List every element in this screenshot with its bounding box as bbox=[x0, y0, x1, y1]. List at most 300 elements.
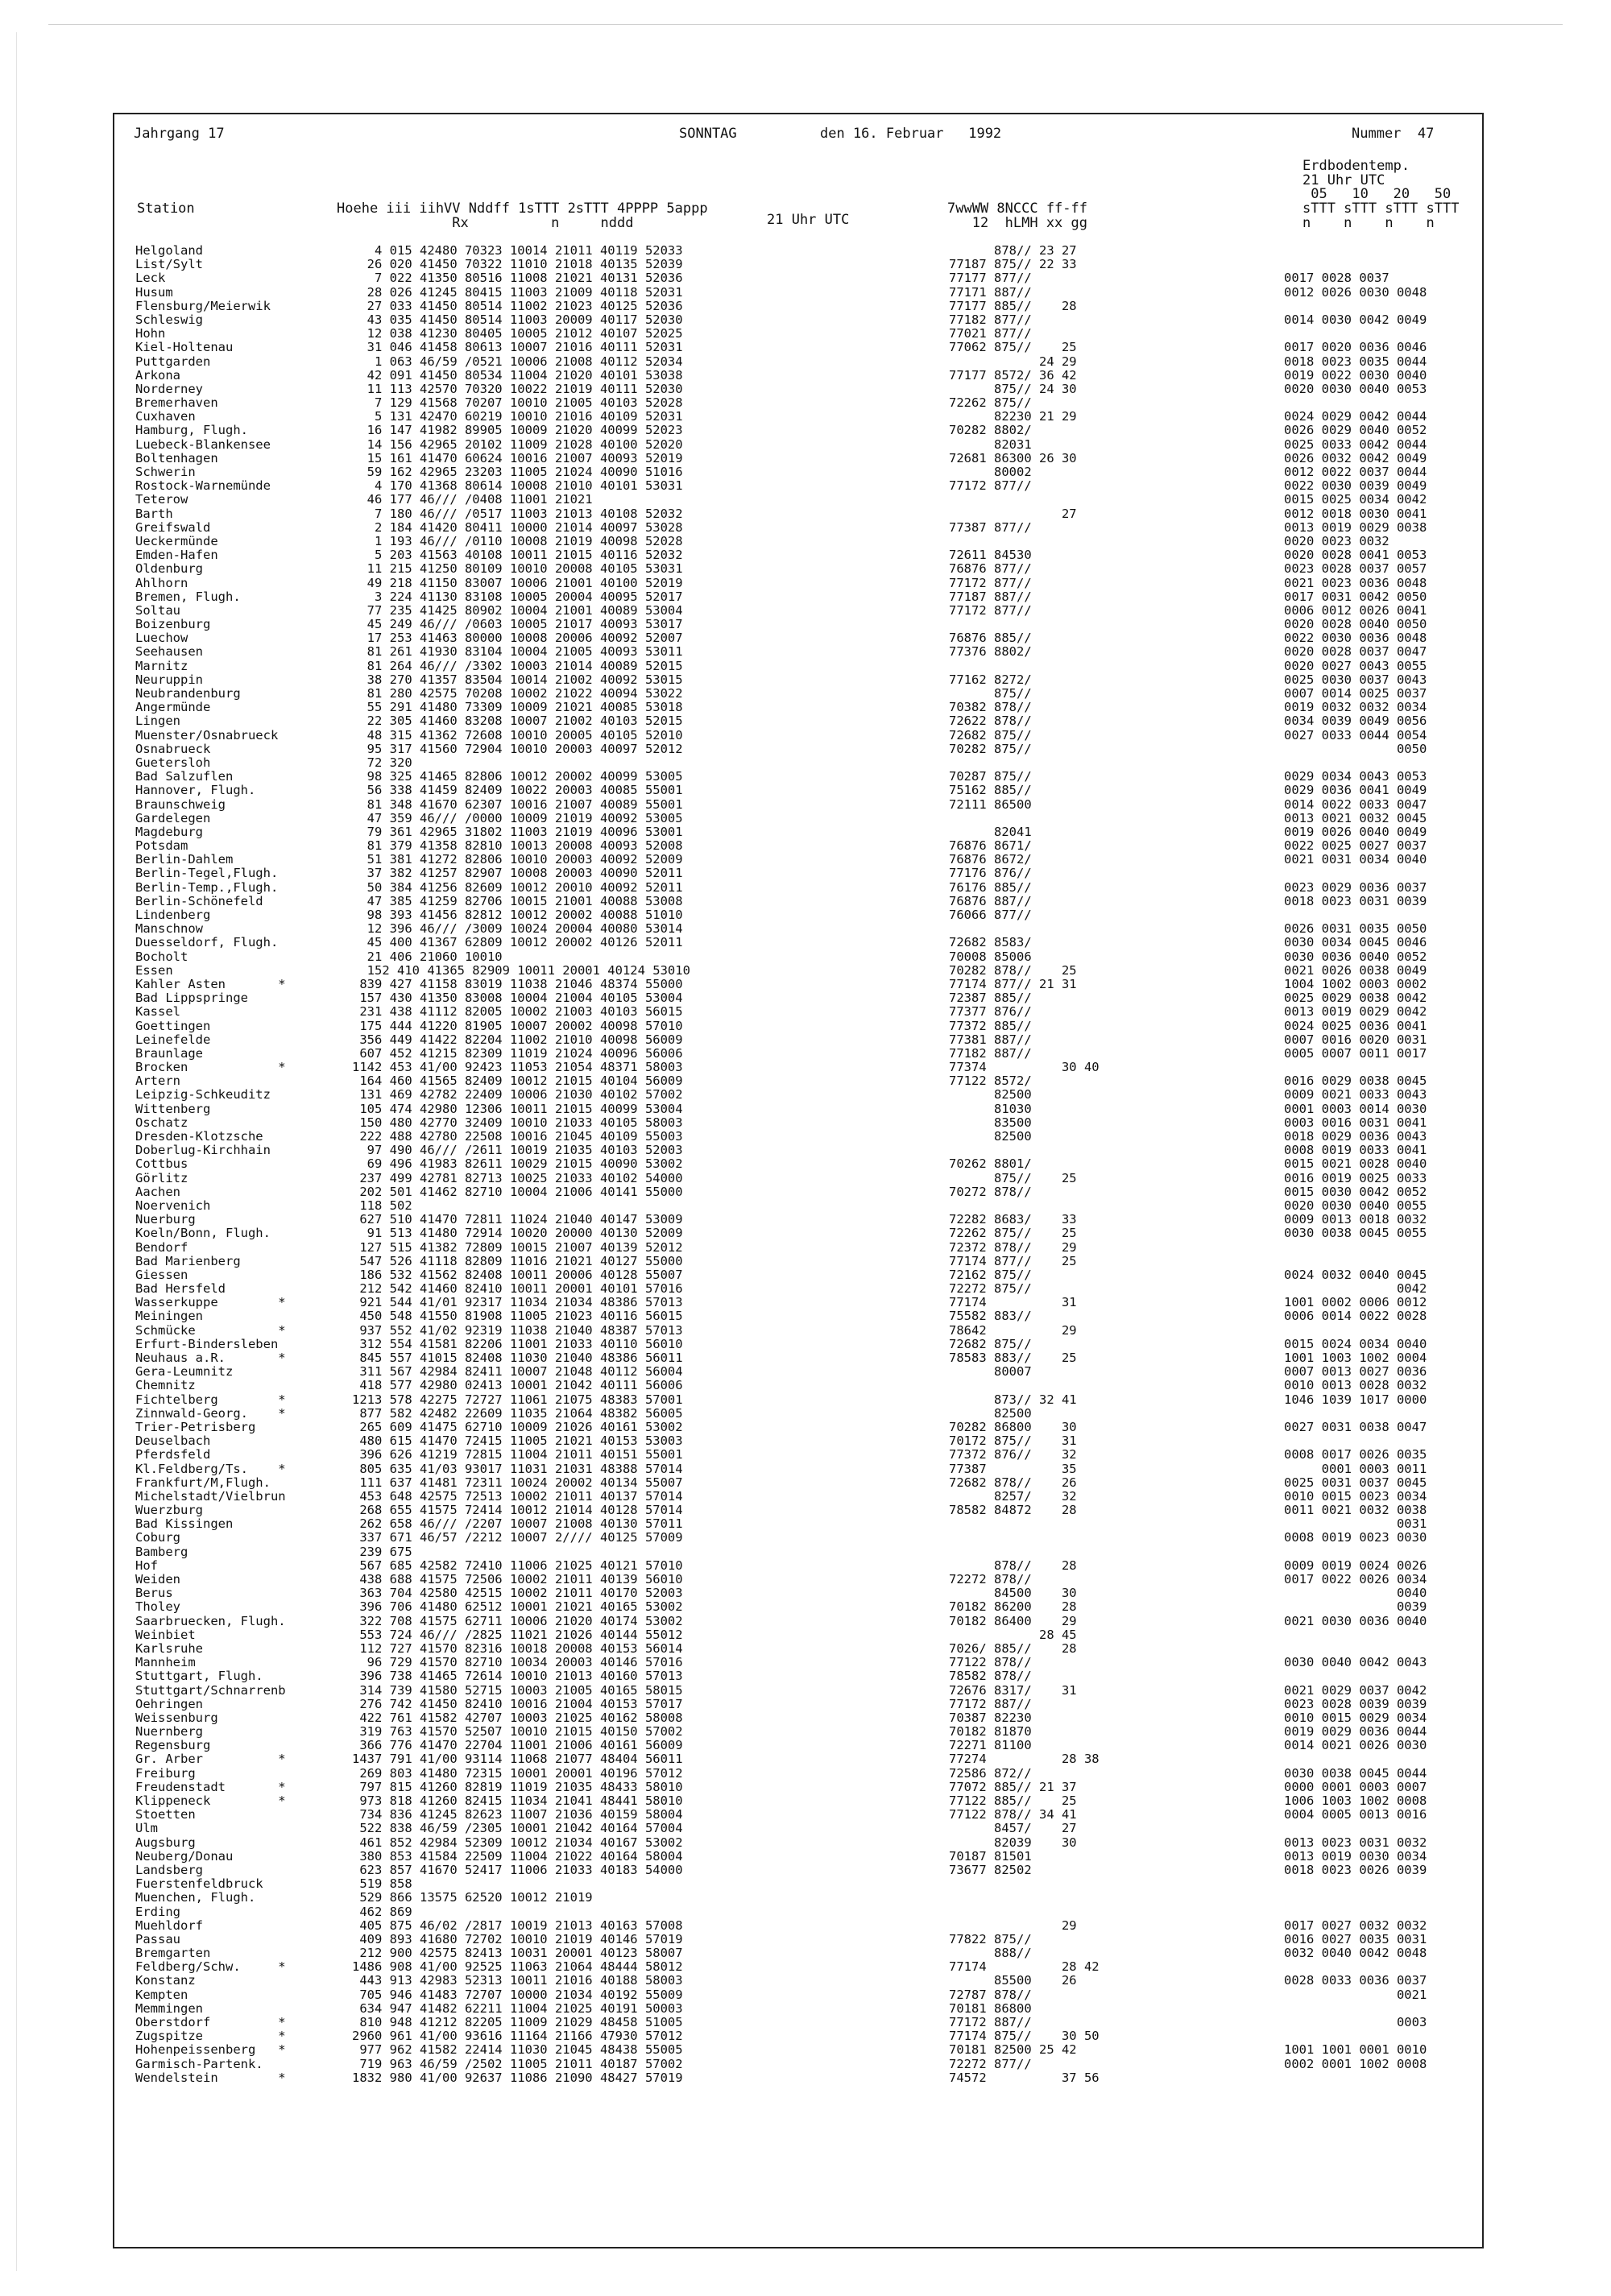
observation-row: 719 963 46/59 /2502 11005 21011 40187 57002 bbox=[352, 2056, 683, 2071]
soil-temp-row: 0013 0021 0032 0045 bbox=[1284, 810, 1427, 825]
group-row: 72262 875// 25 bbox=[949, 1226, 1077, 1241]
observation-row: 11 215 41250 80109 10010 20008 40105 53031 bbox=[352, 561, 683, 577]
soil-temp-row: 0003 0016 0031 0041 bbox=[1284, 1115, 1427, 1130]
observation-row: 977 962 41582 22414 11030 21045 48438 55005 bbox=[352, 2042, 683, 2058]
soil-temp-row: 0025 0029 0038 0042 bbox=[1284, 991, 1427, 1006]
soil-column-header: sTTT sTTT sTTT sTTT bbox=[1302, 201, 1460, 217]
station-name: Cottbus bbox=[135, 1156, 188, 1172]
soil-temp-row: 0019 0026 0040 0049 bbox=[1284, 824, 1427, 839]
observation-row: 28 026 41245 80415 11003 21009 40118 52031 bbox=[352, 284, 683, 300]
soil-temp-row: 0026 0031 0035 0050 bbox=[1284, 921, 1427, 937]
station-name: Berlin-Schönefeld bbox=[135, 893, 263, 908]
station-name: Landsberg bbox=[135, 1862, 203, 1877]
soil-temp-row: 0018 0029 0036 0043 bbox=[1284, 1129, 1427, 1144]
station-name: Rostock-Warnemünde bbox=[135, 478, 271, 494]
group-row: 72682 875// bbox=[949, 727, 1032, 743]
station-name: Potsdam bbox=[135, 838, 188, 854]
group-row bbox=[949, 1144, 1100, 1157]
soil-temp-row bbox=[1284, 908, 1427, 922]
soil-temp-row bbox=[1284, 2071, 1427, 2085]
observation-row: 56 338 41459 82409 10022 20003 40085 55001 bbox=[352, 783, 683, 798]
group-row: 7026/ 885// 28 bbox=[949, 1640, 1077, 1656]
station-name: Muenster/Osnabrueck bbox=[135, 727, 279, 743]
station-name: Osnabrueck bbox=[135, 741, 211, 756]
observation-row: 81 348 41670 62307 10016 21007 40089 55001 bbox=[352, 796, 683, 812]
observation-row: 239 675 bbox=[352, 1544, 412, 1559]
soil-temp-row: 0020 0023 0032 bbox=[1284, 533, 1389, 548]
observation-row: 42 091 41450 80534 11004 21020 40101 53038 bbox=[352, 367, 683, 383]
station-name: Bamberg bbox=[135, 1544, 188, 1559]
observation-row: 311 567 42984 82411 10007 21048 40112 56004 bbox=[352, 1364, 683, 1380]
observation-row: 12 396 46/// /3009 10024 20004 40080 53014 bbox=[352, 921, 683, 937]
soil-temp-row: 0014 0022 0033 0047 bbox=[1284, 796, 1427, 812]
group-row: 72282 8683/ 33 bbox=[949, 1212, 1077, 1227]
station-name: Stuttgart, Flugh. bbox=[135, 1669, 263, 1684]
soil-temp-row: 1001 0002 0006 0012 bbox=[1284, 1295, 1427, 1310]
group-row: 8257/ 32 bbox=[949, 1488, 1077, 1504]
group-row: 77174 875// 30 50 bbox=[949, 2029, 1100, 2044]
observation-row: 276 742 41450 82410 10016 21004 40153 57017 bbox=[352, 1696, 683, 1711]
station-name: Hohenpeissenberg * bbox=[135, 2042, 286, 2058]
group-row: 72111 86500 bbox=[949, 796, 1032, 812]
station-name: Duesseldorf, Flugh. bbox=[135, 935, 279, 950]
group-row bbox=[949, 1379, 1100, 1392]
station-name: Trier-Petrisberg bbox=[135, 1419, 256, 1434]
station-name: Wuerzburg bbox=[135, 1503, 203, 1518]
group-row: 77387 877// bbox=[949, 519, 1032, 535]
volume-label: Jahrgang 17 bbox=[134, 126, 225, 142]
observation-row: 1437 791 41/00 93114 11068 21077 48404 56011 bbox=[352, 1752, 683, 1767]
soil-temp-row: 0021 0026 0038 0049 bbox=[1284, 962, 1427, 978]
observation-row: 51 381 41272 82806 10010 20003 40092 52009 bbox=[352, 852, 683, 867]
observation-row: 98 393 41456 82812 10012 20002 40088 51010 bbox=[352, 908, 683, 922]
station-name: Weinbiet bbox=[135, 1627, 196, 1642]
group-row: 76876 887// bbox=[949, 893, 1032, 908]
group-row: 77174 877// 21 31 bbox=[949, 976, 1077, 991]
soil-temp-row: 0012 0022 0037 0044 bbox=[1284, 465, 1427, 479]
group-row: 24 29 bbox=[949, 354, 1077, 369]
group-row: 77174 28 42 bbox=[949, 1959, 1100, 1975]
group-row: 77072 885// 21 37 bbox=[949, 1779, 1077, 1794]
station-name: Artern bbox=[135, 1074, 180, 1089]
soil-temp-row: 0015 0021 0028 0040 bbox=[1284, 1156, 1427, 1172]
observation-row: 186 532 41562 82408 10011 20006 40128 55007 bbox=[352, 1267, 683, 1282]
soil-temp-row: 1001 1001 0001 0010 bbox=[1284, 2042, 1427, 2058]
station-name: Erfurt-Bindersleben bbox=[135, 1336, 279, 1351]
observation-row: 1486 908 41/00 92525 11063 21064 48444 58012 bbox=[352, 1959, 683, 1975]
observation-row: 547 526 41118 82809 11016 21021 40127 55000 bbox=[352, 1253, 683, 1268]
soil-temperature-column bbox=[1284, 244, 1427, 2085]
soil-temp-row: 0018 0023 0026 0039 bbox=[1284, 1862, 1427, 1877]
group-row: 72272 878// bbox=[949, 1572, 1032, 1587]
soil-temp-row: 0007 0014 0025 0037 bbox=[1284, 686, 1427, 701]
observation-row: 237 499 42781 82713 10025 21033 40102 54000 bbox=[352, 1170, 683, 1185]
observation-row: 38 270 41357 83504 10014 21002 40092 53015 bbox=[352, 672, 683, 687]
group-row: 70008 85006 bbox=[949, 949, 1032, 964]
station-name: Marnitz bbox=[135, 658, 188, 673]
soil-temp-row: 0021 bbox=[1284, 1987, 1427, 2002]
soil-temp-row: 0015 0025 0034 0042 bbox=[1284, 492, 1427, 507]
station-name: Oehringen bbox=[135, 1696, 203, 1711]
station-name: Noervenich bbox=[135, 1198, 211, 1213]
group-row: 73677 82502 bbox=[949, 1862, 1032, 1877]
group-row: 72611 84530 bbox=[949, 548, 1032, 563]
observation-row: 16 147 41982 89905 10009 21020 40099 52023 bbox=[352, 423, 683, 438]
station-name: Wasserkuppe * bbox=[135, 1295, 286, 1310]
observation-row: 405 875 46/02 /2817 10019 21013 40163 57008 bbox=[352, 1917, 683, 1933]
soil-temp-row bbox=[1284, 1822, 1427, 1835]
station-name: Weissenburg bbox=[135, 1710, 218, 1725]
soil-temp-row bbox=[1284, 1407, 1427, 1421]
soil-temp-row: 0015 0024 0034 0040 bbox=[1284, 1336, 1427, 1351]
observation-row: 46 177 46/// /0408 11001 21021 bbox=[352, 492, 593, 507]
soil-temp-row bbox=[1284, 756, 1427, 770]
groups-column-header: 7wwWW 8NCCC ff-ff bbox=[947, 201, 1087, 217]
observation-row: 14 156 42965 20102 11009 21028 40100 52020 bbox=[352, 436, 683, 452]
station-name: Magdeburg bbox=[135, 824, 203, 839]
observation-row: 1832 980 41/00 92637 11086 21090 48427 57019 bbox=[352, 2070, 683, 2085]
soil-temp-row: 0009 0021 0033 0043 bbox=[1284, 1087, 1427, 1102]
group-row: 72622 878// bbox=[949, 714, 1032, 729]
observation-row: 48 315 41362 72608 10010 20005 40105 52010 bbox=[352, 727, 683, 743]
observation-row: 47 359 46/// /0000 10009 21019 40092 53005 bbox=[352, 810, 683, 825]
group-row: 77372 876// 32 bbox=[949, 1447, 1077, 1462]
observation-row: 4 015 42480 70323 10014 21011 40119 52033 bbox=[352, 243, 683, 258]
observation-row: 164 460 41565 82409 10012 21015 40104 56009 bbox=[352, 1074, 683, 1089]
group-row bbox=[949, 1891, 1100, 1905]
soil-temp-row: 0007 0016 0020 0031 bbox=[1284, 1032, 1427, 1047]
soil-temp-row: 0020 0028 0037 0047 bbox=[1284, 644, 1427, 660]
soil-temp-row: 0006 0014 0022 0028 bbox=[1284, 1309, 1427, 1324]
obs-column-subheader: Rx n nddd bbox=[337, 215, 634, 231]
station-name: Erding bbox=[135, 1904, 180, 1919]
observation-row: 422 761 41582 42707 10003 21025 40162 58008 bbox=[352, 1710, 683, 1725]
observation-row: 438 688 41575 72506 10002 21011 40139 56010 bbox=[352, 1572, 683, 1587]
soil-temp-row bbox=[1284, 1960, 1427, 1974]
station-name: Oberstdorf * bbox=[135, 2015, 286, 2029]
station-name: Stuttgart/Schnarrenb bbox=[135, 1682, 286, 1698]
station-column-header: Station bbox=[137, 201, 195, 217]
soil-temp-row: 0026 0032 0042 0049 bbox=[1284, 450, 1427, 465]
station-name: Zinnwald-Georg. * bbox=[135, 1405, 286, 1421]
station-name: Bad Salzuflen bbox=[135, 769, 234, 784]
soil-temp-row: 0015 0030 0042 0052 bbox=[1284, 1184, 1427, 1199]
soil-temp-row: 0004 0005 0013 0016 bbox=[1284, 1807, 1427, 1822]
observation-row: 150 480 42770 32409 10010 21033 40105 58003 bbox=[352, 1115, 683, 1130]
group-row: 77182 877// bbox=[949, 312, 1032, 327]
station-name: Bad Hersfeld bbox=[135, 1281, 226, 1297]
observation-row: 1 193 46/// /0110 10008 21019 40098 52028 bbox=[352, 533, 683, 548]
observation-row: 45 400 41367 62809 10012 20002 40126 52011 bbox=[352, 935, 683, 950]
observation-row: 443 913 42983 52313 10011 21016 40188 58003 bbox=[352, 1973, 683, 1988]
group-row: 70262 8801/ bbox=[949, 1156, 1032, 1172]
station-name: Koeln/Bonn, Flugh. bbox=[135, 1226, 271, 1241]
observation-row: 634 947 41482 62211 11004 21025 40191 50003 bbox=[352, 2000, 683, 2016]
soil-temp-row: 0022 0025 0027 0037 bbox=[1284, 838, 1427, 854]
group-row: 77172 877// bbox=[949, 602, 1032, 618]
group-row: 72271 81100 bbox=[949, 1738, 1032, 1753]
observation-row: 43 035 41450 80514 11003 20009 40117 52030 bbox=[352, 312, 683, 327]
soil-temp-row: 0013 0019 0029 0042 bbox=[1284, 1004, 1427, 1020]
observation-row: 21 406 21060 10010 bbox=[352, 949, 503, 964]
observation-row: 7 180 46/// /0517 11003 21013 40108 52032 bbox=[352, 506, 683, 521]
station-name: Memmingen bbox=[135, 2000, 203, 2016]
group-row: 77374 30 40 bbox=[949, 1060, 1100, 1075]
group-row: 77174 877// 25 bbox=[949, 1253, 1077, 1268]
station-name: Karlsruhe bbox=[135, 1640, 203, 1656]
scan-left-line bbox=[16, 32, 17, 2271]
station-name: Frankfurt/M,Flugh. bbox=[135, 1475, 271, 1490]
group-row: 873// 32 41 bbox=[949, 1392, 1077, 1407]
station-name: Muehldorf bbox=[135, 1917, 203, 1933]
observation-row: 453 648 42575 72513 10002 21011 40137 57014 bbox=[352, 1488, 683, 1504]
station-name: Görlitz bbox=[135, 1170, 188, 1185]
observation-row: 312 554 41581 82206 11001 21033 40110 56010 bbox=[352, 1336, 683, 1351]
soil-temp-row: 0017 0022 0026 0034 bbox=[1284, 1572, 1427, 1587]
group-row: 77162 8272/ bbox=[949, 672, 1032, 687]
station-name: Kassel bbox=[135, 1004, 180, 1020]
observation-row: 462 869 bbox=[352, 1904, 412, 1919]
soil-temp-row: 0017 0020 0036 0046 bbox=[1284, 340, 1427, 355]
station-name: Deuselbach bbox=[135, 1433, 211, 1449]
group-row: 77122 878// bbox=[949, 1655, 1032, 1670]
group-row: 82500 bbox=[949, 1129, 1032, 1144]
soil-temp-row bbox=[1284, 1061, 1427, 1074]
soil-temp-row: 0008 0017 0026 0035 bbox=[1284, 1447, 1427, 1462]
station-name: Coburg bbox=[135, 1530, 180, 1545]
observation-row: 81 261 41930 83104 10004 21005 40093 53011 bbox=[352, 644, 683, 660]
observation-data-column bbox=[352, 244, 690, 2085]
station-name: Hannover, Flugh. bbox=[135, 783, 256, 798]
observation-row: 59 162 42965 23203 11005 21024 40090 51016 bbox=[352, 465, 683, 479]
soil-temp-row: 0013 0019 0029 0038 bbox=[1284, 519, 1427, 535]
group-row: 72272 875// bbox=[949, 1281, 1032, 1297]
group-row bbox=[949, 1877, 1100, 1891]
station-name: Essen bbox=[135, 962, 173, 978]
group-row: 875// 24 30 bbox=[949, 381, 1077, 396]
station-name: Luechow bbox=[135, 631, 188, 646]
soil-temp-row: 0017 0028 0037 bbox=[1284, 271, 1389, 286]
observation-row: 366 776 41470 22704 11001 21006 40161 56009 bbox=[352, 1738, 683, 1753]
station-name: Neubrandenburg bbox=[135, 686, 241, 701]
soil-temp-row: 0024 0025 0036 0041 bbox=[1284, 1018, 1427, 1033]
soil-temp-title: Erdbodentemp. bbox=[1302, 158, 1410, 174]
scan-top-line bbox=[48, 24, 1563, 25]
station-name: Gera-Leumnitz bbox=[135, 1364, 234, 1380]
soil-temp-row: 0003 bbox=[1284, 2015, 1427, 2029]
group-row: 77187 875// 22 33 bbox=[949, 257, 1077, 272]
observation-row: 396 706 41480 62512 10001 21021 40165 53002 bbox=[352, 1599, 683, 1615]
observation-row: 202 501 41462 82710 10004 21006 40141 55000 bbox=[352, 1184, 683, 1199]
observation-row: 4 170 41368 80614 10008 21010 40101 53031 bbox=[352, 478, 683, 494]
soil-depths: 05 10 20 50 bbox=[1302, 186, 1452, 202]
group-row bbox=[949, 1199, 1100, 1213]
station-name: Cuxhaven bbox=[135, 409, 196, 424]
soil-temp-row: 0026 0029 0040 0052 bbox=[1284, 423, 1427, 438]
group-row: 77377 876// bbox=[949, 1004, 1032, 1020]
group-row: 70287 875// bbox=[949, 769, 1032, 784]
soil-temp-row bbox=[1284, 258, 1427, 271]
soil-units-header: n n n n bbox=[1302, 215, 1435, 231]
soil-temp-row: 0032 0040 0042 0048 bbox=[1284, 1946, 1427, 1961]
soil-temp-row: 0025 0030 0037 0043 bbox=[1284, 672, 1427, 687]
observation-row: 118 502 bbox=[352, 1198, 412, 1213]
station-name: Garmisch-Partenk. bbox=[135, 2056, 263, 2071]
observation-row: 105 474 42980 12306 10011 21015 40099 53004 bbox=[352, 1101, 683, 1116]
group-row: 70282 878// 25 bbox=[949, 962, 1077, 978]
station-name: Saarbruecken, Flugh. bbox=[135, 1613, 286, 1628]
group-row: 82500 bbox=[949, 1087, 1032, 1102]
observation-row: 607 452 41215 82309 11019 21024 40096 56006 bbox=[352, 1045, 683, 1061]
observation-row: 705 946 41483 72707 10000 21034 40192 55009 bbox=[352, 1987, 683, 2002]
observation-row: 222 488 42780 22508 10016 21045 40109 55003 bbox=[352, 1129, 683, 1144]
group-row: 76176 885// bbox=[949, 879, 1032, 895]
station-name: Leipzig-Schkeuditz bbox=[135, 1087, 271, 1102]
observation-row: 152 410 41365 82909 10011 20001 40124 53010 bbox=[352, 962, 690, 978]
group-row: 85500 26 bbox=[949, 1973, 1077, 1988]
group-row bbox=[949, 1905, 1100, 1919]
soil-temp-row: 0024 0029 0042 0044 bbox=[1284, 409, 1427, 424]
soil-temp-row bbox=[1284, 1905, 1427, 1919]
station-name: Bad Lippspringe bbox=[135, 991, 248, 1006]
observation-row: 231 438 41112 82005 10002 21003 40103 56015 bbox=[352, 1004, 683, 1020]
observation-row: 519 858 bbox=[352, 1876, 412, 1892]
group-row: 70282 8802/ bbox=[949, 423, 1032, 438]
observation-row: 112 727 41570 82316 10018 20008 40153 56014 bbox=[352, 1640, 683, 1656]
soil-temp-row: 0030 0040 0042 0043 bbox=[1284, 1655, 1427, 1670]
weather-groups-column bbox=[949, 244, 1100, 2085]
soil-temp-row: 0017 0031 0042 0050 bbox=[1284, 589, 1427, 604]
soil-temp-row: 0030 0036 0040 0052 bbox=[1284, 949, 1427, 964]
soil-temp-row: 0023 0028 0039 0039 bbox=[1284, 1696, 1427, 1711]
soil-temp-row: 0027 0033 0044 0054 bbox=[1284, 727, 1427, 743]
observation-row: 26 020 41450 70322 11010 21018 40135 52039 bbox=[352, 257, 683, 272]
soil-temp-row: 0025 0031 0037 0045 bbox=[1284, 1475, 1427, 1490]
observation-row: 262 658 46/// /2207 10007 21008 40130 57011 bbox=[352, 1516, 683, 1532]
soil-temp-row bbox=[1284, 327, 1427, 341]
soil-temp-row: 0023 0029 0036 0037 bbox=[1284, 879, 1427, 895]
station-name: Doberlug-Kirchhain bbox=[135, 1143, 271, 1158]
observation-row: 47 385 41259 82706 10015 21001 40088 53008 bbox=[352, 893, 683, 908]
soil-temp-row: 0008 0019 0033 0041 bbox=[1284, 1143, 1427, 1158]
observation-row: 3 224 41130 83108 10005 20004 40095 52017 bbox=[352, 589, 683, 604]
group-row: 70387 82230 bbox=[949, 1710, 1032, 1725]
observation-row: 363 704 42580 42515 10002 21011 40170 52003 bbox=[352, 1586, 683, 1601]
group-row: 77171 887// bbox=[949, 284, 1032, 300]
observation-row: 81 280 42575 70208 10002 21022 40094 53022 bbox=[352, 686, 683, 701]
group-row: 77381 887// bbox=[949, 1032, 1032, 1047]
observation-row: 839 427 41158 83019 11038 21046 48374 55000 bbox=[352, 976, 683, 991]
group-row: 82500 bbox=[949, 1405, 1032, 1421]
group-row: 76876 877// bbox=[949, 561, 1032, 577]
station-name: Ueckermünde bbox=[135, 533, 218, 548]
observation-row: 2 184 41420 80411 10000 21014 40097 53028 bbox=[352, 519, 683, 535]
soil-temp-row: 0009 0013 0018 0032 bbox=[1284, 1212, 1427, 1227]
soil-temp-row bbox=[1284, 1669, 1427, 1683]
group-row: 72787 878// bbox=[949, 1987, 1032, 2002]
observation-row: 1 063 46/59 /0521 10006 21008 40112 52034 bbox=[352, 354, 683, 369]
soil-temp-row: 0029 0034 0043 0053 bbox=[1284, 769, 1427, 784]
observation-time: 21 Uhr UTC bbox=[767, 212, 850, 228]
observation-row: 805 635 41/03 93017 11031 21031 48388 57014 bbox=[352, 1461, 683, 1476]
observation-row: 921 544 41/01 92317 11034 21034 48386 57013 bbox=[352, 1295, 683, 1310]
station-name: Feldberg/Schw. * bbox=[135, 1959, 286, 1975]
observation-row: 17 253 41463 80000 10008 20006 40092 52007 bbox=[352, 631, 683, 646]
group-row: 77177 885// 28 bbox=[949, 298, 1077, 313]
group-row: 77172 887// bbox=[949, 1696, 1032, 1711]
group-row: 72682 878// 26 bbox=[949, 1475, 1077, 1490]
group-row: 76876 8672/ bbox=[949, 852, 1032, 867]
station-name: Helgoland bbox=[135, 243, 203, 258]
group-row: 72681 86300 26 30 bbox=[949, 450, 1077, 465]
observation-row: 212 900 42575 82413 10031 20001 40123 58007 bbox=[352, 1946, 683, 1961]
group-row: 77177 877// bbox=[949, 271, 1032, 286]
observation-row: 15 161 41470 60624 10016 21007 40093 52019 bbox=[352, 450, 683, 465]
group-row: 77376 8802/ bbox=[949, 644, 1032, 660]
soil-temp-row: 0022 0030 0036 0048 bbox=[1284, 631, 1427, 646]
group-row: 80007 bbox=[949, 1364, 1032, 1380]
soil-temp-row: 0022 0030 0039 0049 bbox=[1284, 478, 1427, 494]
soil-temp-row: 0030 0038 0045 0044 bbox=[1284, 1765, 1427, 1781]
station-name: Schleswig bbox=[135, 312, 203, 327]
soil-temp-row: 0016 0019 0025 0033 bbox=[1284, 1170, 1427, 1185]
soil-temp-row: 0014 0021 0026 0030 bbox=[1284, 1738, 1427, 1753]
soil-temp-row: 1004 1002 0003 0002 bbox=[1284, 976, 1427, 991]
station-name: Boltenhagen bbox=[135, 450, 218, 465]
observation-row: 1142 453 41/00 92423 11053 21054 48371 58003 bbox=[352, 1060, 683, 1075]
group-row: 28 45 bbox=[949, 1627, 1077, 1642]
group-row: 72372 878// 29 bbox=[949, 1239, 1077, 1255]
observation-row: 131 469 42782 22409 10006 21030 40102 57002 bbox=[352, 1087, 683, 1102]
station-name: Hamburg, Flugh. bbox=[135, 423, 248, 438]
station-name: Kahler Asten * bbox=[135, 976, 286, 991]
group-row: 77187 887// bbox=[949, 589, 1032, 604]
observation-row: 973 818 41260 82415 11034 21041 48441 58010 bbox=[352, 1793, 683, 1808]
group-row: 77172 877// bbox=[949, 478, 1032, 494]
group-row: 70272 878// bbox=[949, 1184, 1032, 1199]
group-row bbox=[949, 756, 1100, 770]
station-name: Kiel-Holtenau bbox=[135, 340, 234, 355]
soil-temp-row: 0021 0023 0036 0048 bbox=[1284, 575, 1427, 590]
station-name: Wendelstein * bbox=[135, 2070, 286, 2085]
observation-row: 845 557 41015 82408 11030 21040 48386 56011 bbox=[352, 1351, 683, 1365]
group-row: 77122 885// 25 bbox=[949, 1793, 1077, 1808]
soil-temp-row: 0020 0027 0043 0055 bbox=[1284, 658, 1427, 673]
soil-temp-row: 0012 0018 0030 0041 bbox=[1284, 506, 1427, 521]
group-row: 72676 8317/ 31 bbox=[949, 1682, 1077, 1698]
observation-row: 96 729 41570 82710 10034 20003 40146 57016 bbox=[352, 1655, 683, 1670]
station-name: Tholey bbox=[135, 1599, 180, 1615]
date-label: den 16. Februar 1992 bbox=[820, 126, 1002, 142]
observation-row: 268 655 41575 72414 10012 21014 40128 57014 bbox=[352, 1503, 683, 1518]
observation-row: 12 038 41230 80405 10005 21012 40107 52025 bbox=[352, 326, 683, 341]
station-name: Regensburg bbox=[135, 1738, 211, 1753]
soil-temp-row: 0040 bbox=[1284, 1586, 1427, 1601]
group-row: 70182 86400 29 bbox=[949, 1613, 1077, 1628]
station-name: Barth bbox=[135, 506, 173, 521]
group-row: 77274 28 38 bbox=[949, 1752, 1100, 1767]
group-row: 70181 86800 bbox=[949, 2000, 1032, 2016]
group-row bbox=[949, 1545, 1100, 1559]
soil-temp-row: 0018 0023 0031 0039 bbox=[1284, 893, 1427, 908]
station-name: Stoetten bbox=[135, 1807, 196, 1822]
soil-temp-row: 0031 bbox=[1284, 1516, 1427, 1532]
group-row: 77174 31 bbox=[949, 1295, 1077, 1310]
station-name: Oldenburg bbox=[135, 561, 203, 577]
group-row: 77122 8572/ bbox=[949, 1074, 1032, 1089]
observation-row: 409 893 41680 72702 10010 21019 40146 57019 bbox=[352, 1931, 683, 1946]
group-row bbox=[949, 812, 1100, 825]
